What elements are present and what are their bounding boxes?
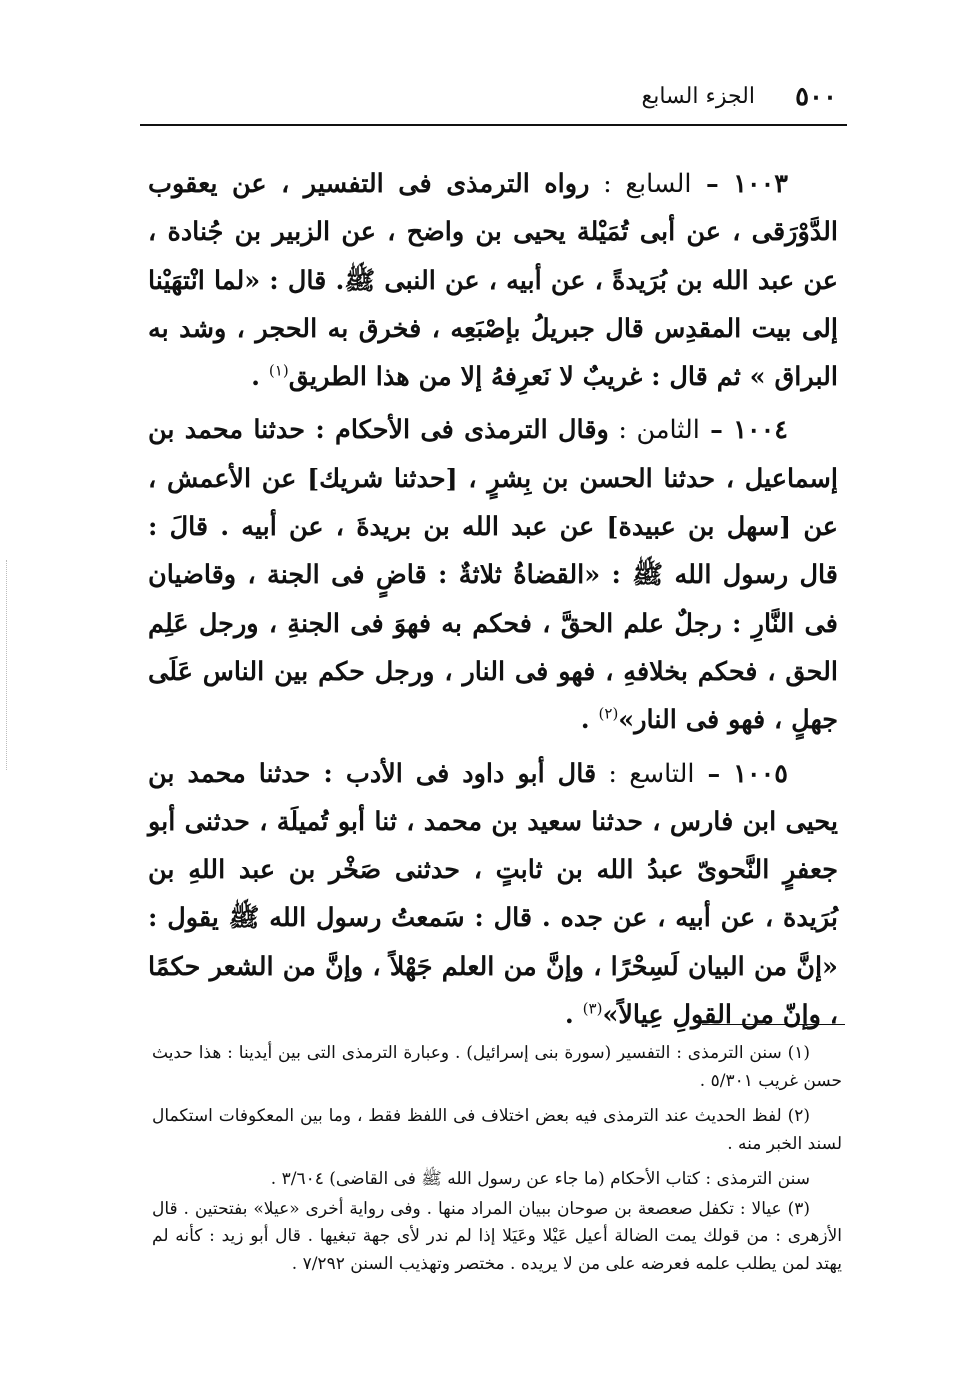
main-text: [148, 160, 838, 1039]
ordinal-label: التاسع :: [596, 758, 695, 789]
running-header: [140, 82, 845, 122]
hadith-number: ١٠٠٥: [733, 758, 788, 789]
paragraph-end: .: [251, 362, 269, 393]
footnote-rule: [702, 1024, 845, 1025]
separator-dash: –: [691, 169, 734, 199]
header-rule: [140, 124, 847, 126]
footnotes: [152, 1040, 842, 1278]
footnote-2: (٢) لفظ الحديث عند الترمذى فيه بعض اختلاف فى اللفظ فقط ، وما بين المعكوفات استكمال لسند الخبر منه .: [152, 1106, 842, 1154]
footnote-2-continued: سنن الترمذى : كتاب الأحكام (ما جاء عن رسول الله ﷺ فى القاضى) ٣/٦٠٤ .: [270, 1169, 810, 1189]
footnote-3: (٣) عيالا : تكفل صعصعة بن صوحان ببيان المراد منها . وفى رواية أخرى «عيلا» بفتحتين . قال الأزهرى : من قولك يمت الضالة أعيل عَيْلا وعَيَلا إذا لم ندر لأى جهة تبغيها . قال أبو زيد : كأنه لم يهتد لمن يطلب علمه فعرضه على من لا يريده . مختصر وتهذيب السنن ٧/٢٩٢ .: [152, 1198, 842, 1274]
ordinal-label: الثامن :: [608, 415, 700, 446]
separator-dash: –: [694, 758, 734, 789]
footnote-ref[interactable]: (٢): [598, 704, 619, 723]
hadith-text: وقال الترمذى فى الأحكام : حدثنا محمد بن إسماعيل ، حدثنا الحسن بن بِشرٍ ، [حدثنا شريك] عن الأعمش ، عن [سهل بن عبيدة] عن عبد الله بن بريدةَ ، عن أبيه . قالَ : قال رسول الله ﷺ : «القضاةُ ثلاثةٌ : قاضٍ فى الجنة ، وقاضيان فى النَّارِ : رجلٌ علم الحقَّ ، فحكم به فهوَ فى الجنةِ ، ورجل عَلِم الحق ، فحكم بخلافهِ ، فهو فى النار ، ورجل حكم بين الناس عَلَى جهلٍ ، فهو فى النار»: [148, 415, 838, 736]
hadith-paragraph: [148, 750, 838, 1040]
footnote-ref[interactable]: (٣): [582, 999, 603, 1018]
paragraph-end: .: [564, 1000, 583, 1031]
hadith-text: رواه الترمذى فى التفسير ، عن يعقوب الدَّوْرَقى ، عن أبى تُمَيْلة يحيى بن واضح ، عن الزبير بن جُنادة ، عن عبد الله بن بُرَيدةً ، عن أبيه ، عن النبى ﷺ. قال : «لما انْتهَيْنا إلى بيت المقدِس قال جبريلُ بإصْبَعِه ، فخرق به الحجر ، وشد به البراق » ثم قال : غريبٌ لا نَعرِفهُ إلا من هذا الطريق: [148, 169, 838, 393]
hadith-paragraph: [148, 160, 838, 401]
footnote-ref[interactable]: (١): [268, 361, 289, 380]
hadith-number: ١٠٠٤: [733, 415, 788, 446]
hadith-paragraph: [148, 406, 838, 744]
separator-dash: –: [699, 415, 734, 446]
running-title: الجزء السابع: [641, 84, 755, 109]
paragraph-end: .: [580, 705, 599, 736]
ordinal-label: السابع :: [589, 169, 692, 199]
hadith-number: ١٠٠٣: [733, 169, 788, 199]
page-number: ٥٠٠: [795, 82, 837, 112]
scan-margin-mark: [6, 560, 9, 770]
hadith-text: قال أبو داود فى الأدب : حدثنا محمد بن يحيى ابن فارس ، حدثنا سعيد بن محمد ، ثنا أبو تُميلَة ، حدثنى أبو جعفرٍ النَّحوىّ عبدُ الله بن ثابتٍ ، حدثنى صَخْر بن عبد اللهِ بن بُرَيدة ، عن أبيه ، عن جده . قال : سَمعتُ رسول الله ﷺ يقول : «إنَّ من البيان لَسِحْرًا ، وإنَّ من العلم جَهْلاً ، وإنَّ من الشعر حكمًا ، وإنّ من القولِ عِيالاً»: [148, 758, 838, 1031]
footnote-1: (١) سنن الترمذى : التفسير (سورة بنى إسرائيل) . وعبارة الترمذى التى بين أيدينا : هذا حديث حسن غريب ٥/٣٠١ .: [152, 1043, 842, 1091]
